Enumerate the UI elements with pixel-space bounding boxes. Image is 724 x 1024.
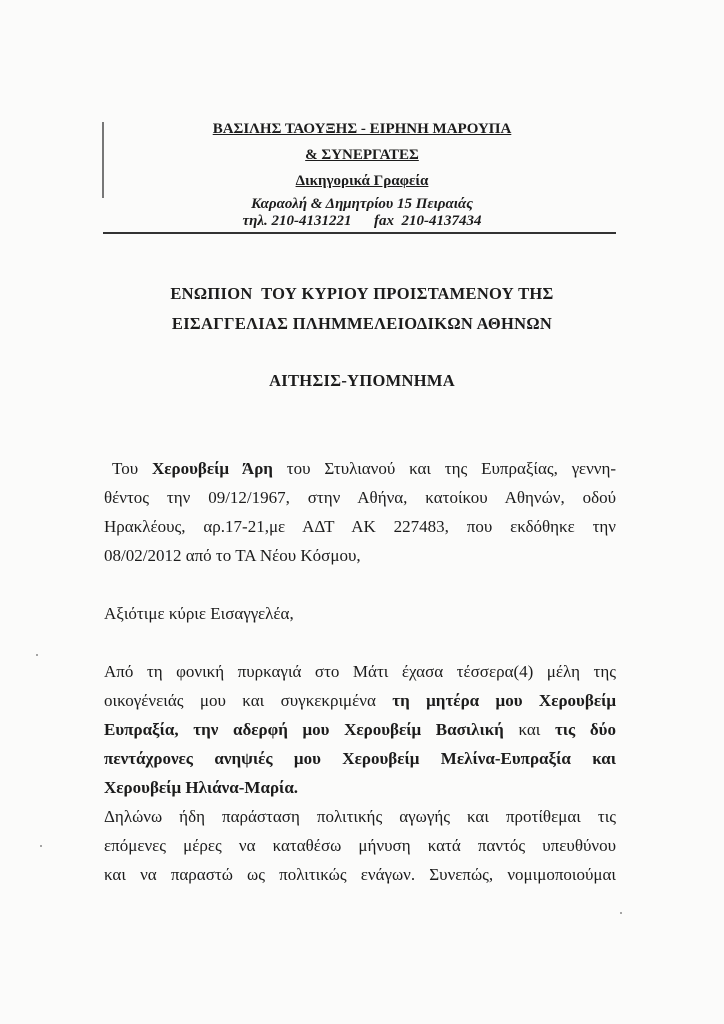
letterhead-address: Καραολή & Δημητρίου 15 Πειραιάς — [251, 196, 473, 212]
letterhead-partners: & ΣΥΝΕΡΓΑΤΕΣ — [305, 147, 419, 163]
intro-line: Του Χερουβείμ Άρη του Στυλιανού και της Ευπραξίας, γεννη- — [112, 459, 616, 478]
body-line: οικογένειάς μου και συγκεκριμένα τη μητέρα μου Χερουβείμ — [104, 691, 617, 710]
phone: τηλ. 210-4131221 — [242, 213, 352, 229]
document-title: ΑΙΤΗΣΙΣ-ΥΠΟΜΝΗΜΑ — [269, 371, 455, 390]
letterhead-rule — [103, 232, 616, 234]
letterhead-names: ΒΑΣΙΛΗΣ ΤΑΟΥΞΗΣ - ΕΙΡΗΝΗ ΜΑΡΟΥΠΑ — [212, 121, 512, 137]
intro-line: 08/02/2012 από το ΤΑ Νέου Κόσμου, — [104, 546, 361, 565]
body-line: Από τη φονική πυρκαγιά στο Μάτι έχασα τέσσερα(4) μέλη της — [104, 662, 616, 681]
letterhead-office: Δικηγορικά Γραφεία — [295, 173, 429, 189]
body-line: Ευπραξία, την αδερφή μου Χερουβείμ Βασιλική και τις δύο — [104, 720, 616, 739]
addressee-line-1: ΕΝΩΠΙΟΝ ΤΟΥ ΚΥΡΙΟΥ ΠΡΟΙΣΤΑΜΕΝΟΥ ΤΗΣ — [170, 284, 554, 303]
applicant-name: Χερουβείμ Άρη — [151, 459, 273, 478]
body-line: και να παραστώ ως πολιτικώς ενάγων. Συνεπώς, νομιμοποιούμαι — [104, 865, 616, 884]
intro-line: Ηρακλέους, αρ.17-21,με ΑΔΤ ΑΚ 227483, που εκδόθηκε την — [104, 517, 616, 536]
scan-speck — [620, 912, 622, 914]
body-line: Δηλώνω ήδη παράσταση πολιτικής αγωγής και προτίθεμαι τις — [104, 807, 616, 826]
body-line: πεντάχρονες ανηψιές μου Χερουβείμ Μελίνα-Ευπραξία και — [104, 749, 616, 768]
letterhead-contact — [0, 213, 724, 230]
addressee-line-2: ΕΙΣΑΓΓΕΛΙΑΣ ΠΛΗΜΜΕΛΕΙΟΔΙΚΩΝ ΑΘΗΝΩΝ — [171, 314, 553, 333]
scan-speck — [40, 845, 42, 847]
fax: fax 210-4137434 — [374, 213, 482, 229]
body-line: επόμενες μέρες να καταθέσω μήνυση κατά παντός υπευθύνου — [104, 836, 616, 855]
intro-line: θέντος την 09/12/1967, στην Αθήνα, κατοίκου Αθηνών, οδού — [104, 488, 616, 507]
greeting: Αξιότιμε κύριε Εισαγγελέα, — [104, 604, 294, 623]
scan-speck — [36, 654, 38, 656]
body-line: Χερουβείμ Ηλιάνα-Μαρία. — [104, 778, 299, 797]
